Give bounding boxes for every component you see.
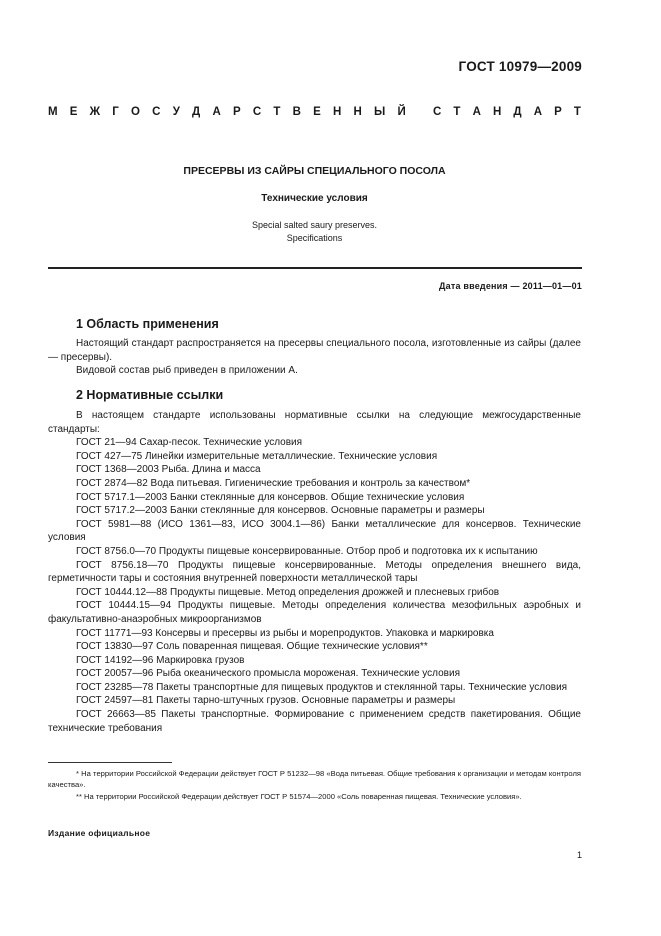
banner-word-standard xyxy=(433,106,581,118)
reference-item: ГОСТ 8756.18—70 Продукты пищевые консервированные. Методы определения внешнего вида, герметичности тары и состояния внутренней поверхности металлической тары xyxy=(48,559,581,585)
footnote: ** На территории Российской Федерации действует ГОСТ Р 51574—2000 «Соль поваренная пищевая. Технические условия». xyxy=(76,792,522,801)
paragraph: Настоящий стандарт распространяется на пресервы специального посола, изготовленные из сайры (далее — пресервы). xyxy=(48,338,581,363)
reference-item: ГОСТ 13830—97 Соль поваренная пищевая. Общие технические условия** xyxy=(76,641,428,653)
banner-letter: Ы xyxy=(374,106,386,118)
banner-letter: С xyxy=(252,106,262,118)
banner-letter: Й xyxy=(397,106,406,118)
reference-item: ГОСТ 26663—85 Пакеты транспортные. Формирование с применением средств пакетирования. Общие технические требования xyxy=(48,709,581,734)
banner-letter: А xyxy=(472,106,481,118)
banner-letter: А xyxy=(533,106,543,118)
reference-item: ГОСТ 8756.0—70 Продукты пищевые консервированные. Отбор проб и подготовка их к испытанию xyxy=(76,545,538,557)
section-1-heading: 1 Область применения xyxy=(76,317,219,331)
introduction-date: Дата введения — 2011—01—01 xyxy=(439,281,582,291)
reference-item: ГОСТ 10444.15—94 Продукты пищевые. Методы определения количества мезофильных аэробных и факультативно-анаэробных микроорганизмов xyxy=(48,600,581,625)
reference-item: ГОСТ 11771—93 Консервы и пресервы из рыбы и морепродуктов. Упаковка и маркировка xyxy=(76,627,494,639)
header-rule xyxy=(48,267,582,269)
reference-item: ГОСТ 21—94 Сахар-песок. Технические условия xyxy=(76,437,303,449)
reference-item: ГОСТ 5981—88 (ИСО 1361—83, ИСО 3004.1—86) Банки металлические для консервов. Технические условия xyxy=(48,518,581,544)
banner-letter: Д xyxy=(192,106,201,118)
reference-item: ГОСТ 427—75 Линейки измерительные металлические. Технические условия xyxy=(76,450,438,462)
reference-item: ГОСТ 5717.1—2003 Банки стеклянные для консервов. Общие технические условия xyxy=(76,491,465,503)
standard-number: ГОСТ 10979—2009 xyxy=(458,59,582,74)
section-1-body xyxy=(48,337,581,378)
english-title xyxy=(48,219,581,244)
reference-list xyxy=(48,436,581,735)
banner-letter: Е xyxy=(69,106,78,118)
footnote-rule xyxy=(48,762,172,763)
reference-item: ГОСТ 14192—96 Маркировка грузов xyxy=(76,654,245,666)
reference-item: ГОСТ 1368—2003 Рыба. Длина и масса xyxy=(76,464,261,476)
section-2-heading: 2 Нормативные ссылки xyxy=(76,388,224,402)
banner-letter: Ж xyxy=(89,106,101,118)
edition-note: Издание официальное xyxy=(48,828,151,838)
reference-item: ГОСТ 5717.2—2003 Банки стеклянные для консервов. Основные параметры и размеры xyxy=(76,505,485,517)
banner-letter: Н xyxy=(353,106,362,118)
banner-letter: О xyxy=(131,106,140,118)
banner-letter: В xyxy=(292,106,301,118)
page-number: 1 xyxy=(576,850,582,860)
reference-item: ГОСТ 20057—96 Рыба океанического промысла мороженая. Технические условия xyxy=(76,668,460,680)
banner-word-interstate xyxy=(48,106,406,118)
banner-letter: Д xyxy=(513,106,522,118)
banner-letter: У xyxy=(172,106,180,118)
banner-letter: С xyxy=(433,106,442,118)
footnote: * На территории Российской Федерации действует ГОСТ Р 51232—98 «Вода питьевая. Общие требования к организации и методам контроля качества». xyxy=(48,769,581,789)
banner-letter: Г xyxy=(112,106,119,118)
banner-letter: Е xyxy=(313,106,321,118)
banner-letter: Р xyxy=(232,106,241,118)
reference-item: ГОСТ 23285—78 Пакеты транспортные для пищевых продуктов и стеклянной тары. Технические условия xyxy=(76,681,568,693)
banner-letter: А xyxy=(212,106,221,118)
banner-letter: М xyxy=(48,106,58,118)
banner-letter: Н xyxy=(332,106,342,118)
english-title-line1: Special salted saury preserves. xyxy=(251,220,378,230)
reference-item: ГОСТ 24597—81 Пакеты тарно-штучных грузов. Основные параметры и размеры xyxy=(76,695,456,707)
footnotes xyxy=(48,768,581,803)
reference-item: ГОСТ 10444.12—88 Продукты пищевые. Метод определения дрожжей и плесневых грибов xyxy=(76,586,500,598)
document-title: ПРЕСЕРВЫ ИЗ САЙРЫ СПЕЦИАЛЬНОГО ПОСОЛА xyxy=(183,165,446,177)
banner-letter: Р xyxy=(554,106,562,118)
english-title-line2: Specifications xyxy=(286,232,343,243)
banner-letter: С xyxy=(152,106,161,118)
banner-letter: Т xyxy=(453,106,461,118)
interstate-standard-banner xyxy=(48,106,581,118)
banner-letter: Т xyxy=(273,106,281,118)
paragraph: Видовой состав рыб приведен в приложении А. xyxy=(76,365,298,377)
banner-letter: Т xyxy=(573,106,581,118)
banner-letter: Н xyxy=(492,106,502,118)
paragraph: В настоящем стандарте использованы нормативные ссылки на следующие межгосударственные стандарты: xyxy=(48,410,581,435)
document-subtitle: Технические условия xyxy=(261,193,368,204)
section-2-body xyxy=(48,409,581,735)
reference-item: ГОСТ 2874—82 Вода питьевая. Гигиенические требования и контроль за качеством* xyxy=(76,477,471,489)
